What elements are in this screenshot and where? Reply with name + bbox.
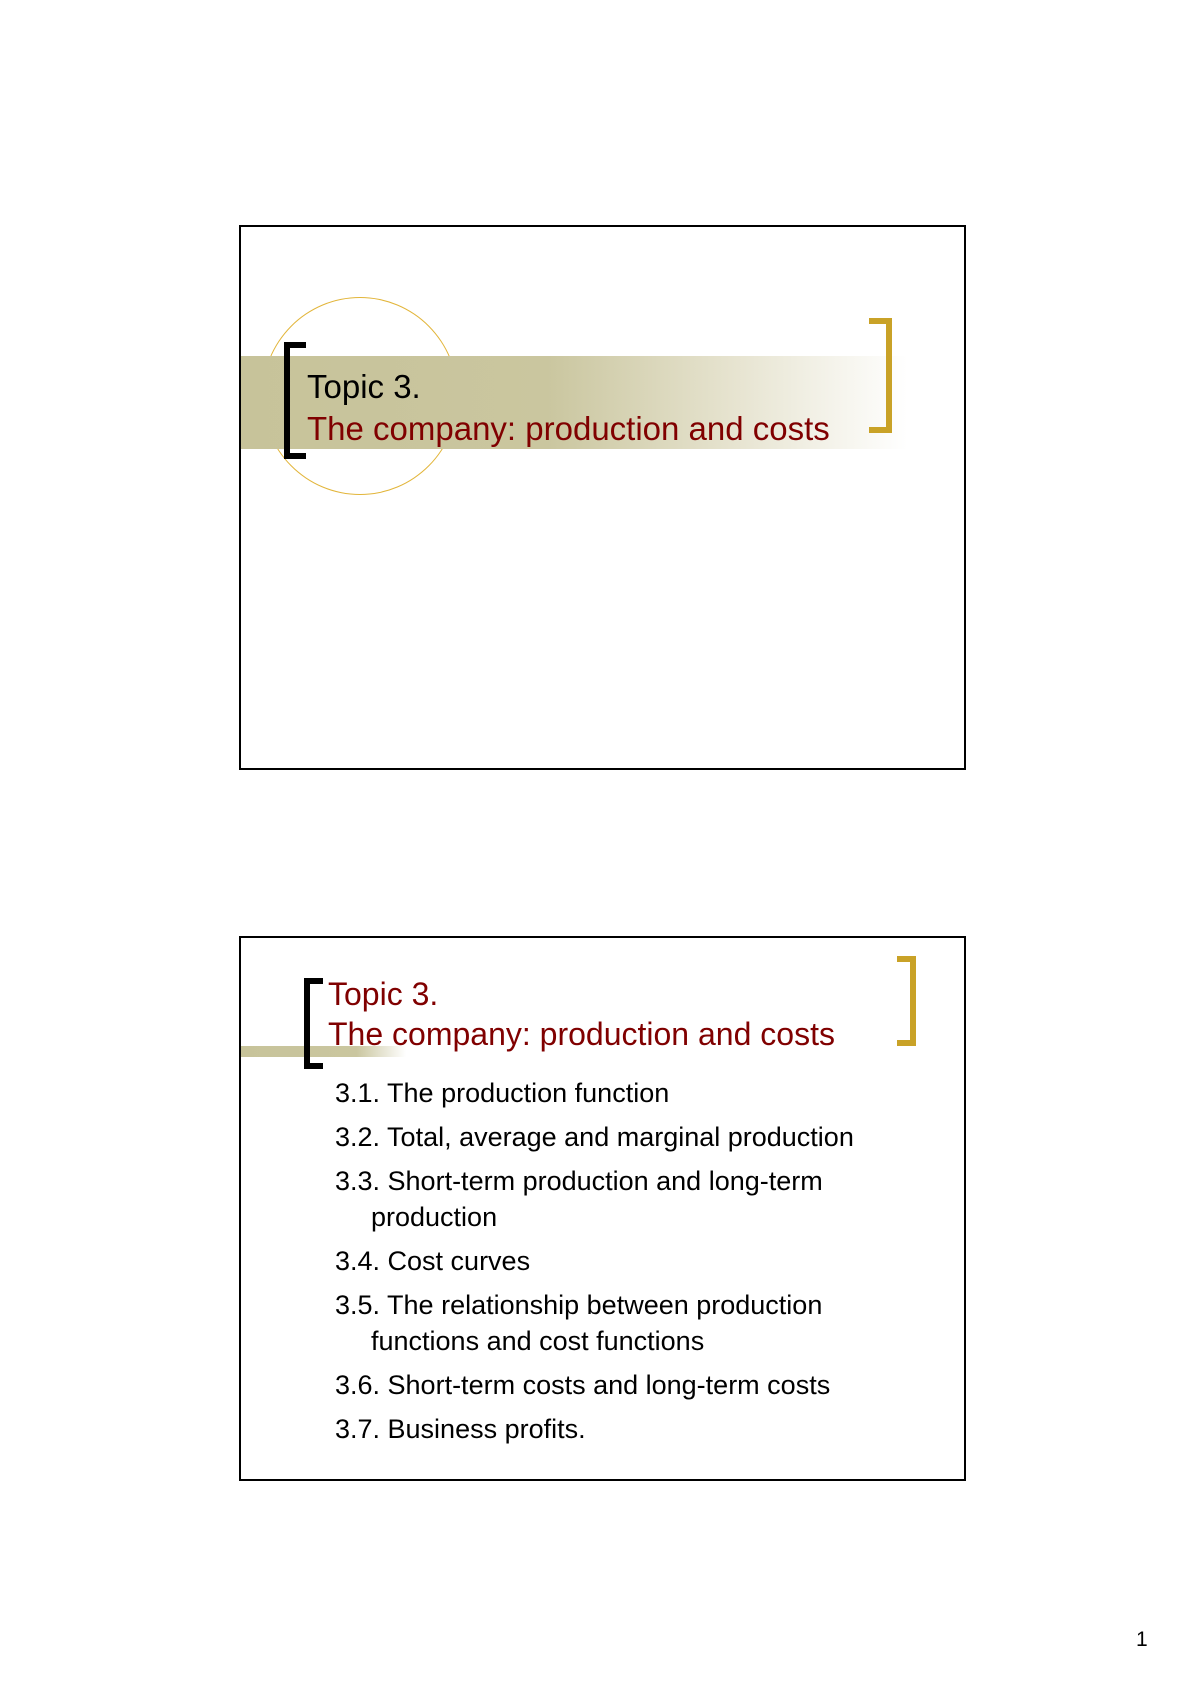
list-item: 3.1. The production function [335, 1078, 670, 1108]
slide-title-topic: Topic 3. [328, 976, 439, 1012]
slide-1 [239, 225, 966, 770]
left-bracket-icon [284, 342, 306, 459]
list-item: 3.6. Short-term costs and long-term costs [335, 1370, 831, 1400]
page-number: 1 [1136, 1628, 1148, 1651]
list-item: 3.7. Business profits. [335, 1414, 586, 1444]
list-item: 3.4. Cost curves [335, 1246, 531, 1276]
slide-title-subject: The company: production and costs [307, 410, 830, 447]
slide-title-topic: Topic 3. [307, 368, 421, 405]
right-bracket-icon [869, 318, 892, 433]
right-bracket-icon [897, 956, 916, 1046]
list-item: 3.5. The relationship between production functions and cost functions [335, 1290, 823, 1356]
slide-title-subject: The company: production and costs [328, 1016, 835, 1052]
left-bracket-icon [304, 978, 323, 1069]
list-item: 3.2. Total, average and marginal production [335, 1122, 854, 1152]
slide-2 [239, 936, 966, 1481]
list-item: 3.3. Short-term production and long-term production [335, 1166, 823, 1232]
topic-outline-list [335, 1075, 935, 1455]
